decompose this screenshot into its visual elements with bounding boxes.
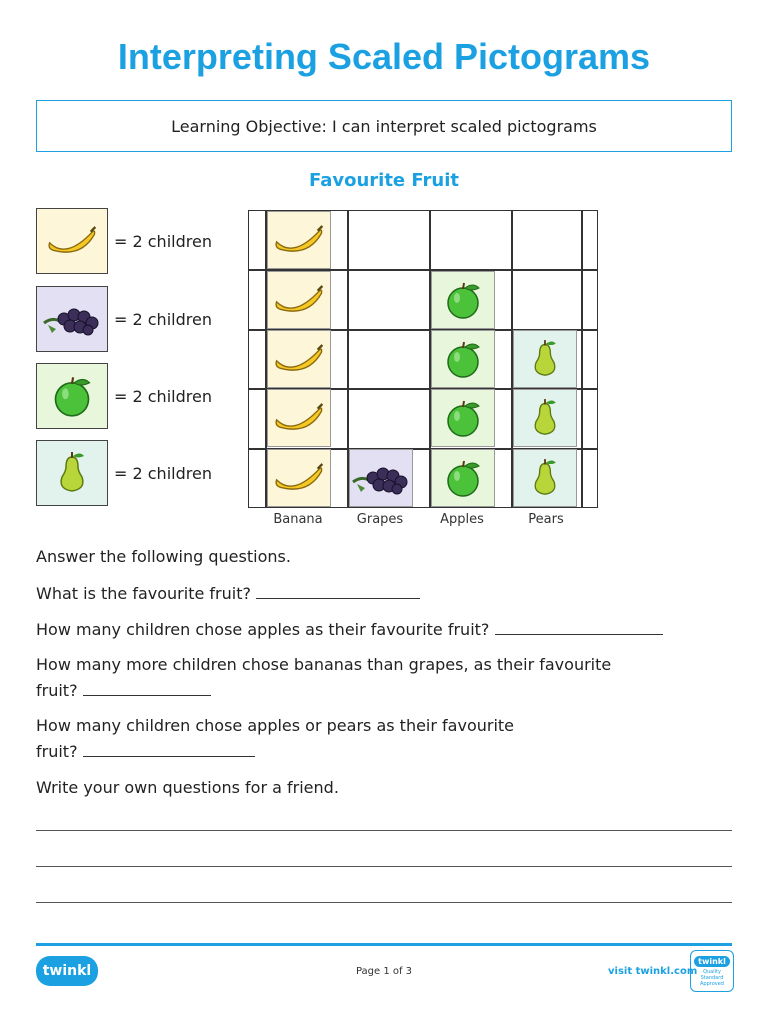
writing-line-2[interactable]	[36, 866, 732, 867]
apple-pictogram-symbol	[431, 449, 495, 507]
badge-title: twinkl	[694, 956, 730, 967]
key-row-apple	[36, 363, 212, 429]
answer-blank-4[interactable]	[83, 741, 255, 757]
question-1	[36, 581, 420, 607]
grid-line	[581, 211, 583, 507]
question-2	[36, 617, 663, 643]
question-3	[36, 652, 611, 704]
banana-pictogram-symbol	[267, 449, 331, 507]
visit-link[interactable]: visit twinkl.com	[608, 966, 698, 977]
grapes-pictogram-symbol	[349, 449, 413, 507]
pear-icon	[36, 440, 108, 506]
apple-pictogram-symbol	[431, 330, 495, 388]
writing-line-3[interactable]	[36, 902, 732, 903]
question-5: Write your own questions for a friend.	[36, 778, 339, 797]
banana-pictogram-symbol	[267, 389, 331, 447]
page-title: Interpreting Scaled Pictograms	[117, 36, 651, 77]
banana-pictogram-symbol	[267, 330, 331, 388]
twinkl-logo: twinkl	[36, 956, 98, 986]
question-1-text: What is the favourite fruit?	[36, 584, 251, 603]
x-axis-label-grapes: Grapes	[356, 512, 404, 527]
question-3-text-line1: How many more children chose bananas than grapes, as their favourite	[36, 655, 612, 674]
answer-blank-3[interactable]	[83, 680, 211, 696]
question-4-text-line1: How many children chose apples or pears as their favourite	[36, 716, 515, 735]
key-label: = 2 children	[114, 231, 212, 251]
footer-divider	[36, 943, 732, 946]
key-row-grapes	[36, 286, 212, 352]
question-4	[36, 713, 514, 765]
x-axis-label-apples: Apples	[440, 512, 484, 527]
apple-icon	[36, 363, 108, 429]
key-label: = 2 children	[114, 309, 212, 329]
banana-icon	[36, 208, 108, 274]
learning-objective-box	[36, 100, 732, 152]
chart-title: Favourite Fruit	[308, 170, 460, 191]
apple-pictogram-symbol	[431, 389, 495, 447]
x-axis-label-pears: Pears	[528, 512, 564, 527]
answer-blank-1[interactable]	[256, 583, 420, 599]
questions-intro: Answer the following questions.	[36, 547, 291, 566]
key-label: = 2 children	[114, 386, 212, 406]
apple-pictogram-symbol	[431, 271, 495, 329]
badge-text: Quality Standard Approved	[700, 968, 724, 987]
grapes-icon	[36, 286, 108, 352]
quality-badge-icon	[690, 950, 734, 992]
x-axis-label-banana: Banana	[273, 512, 323, 527]
question-3-text-line2: fruit?	[36, 681, 78, 700]
pear-pictogram-symbol	[513, 389, 577, 447]
question-4-text-line2: fruit?	[36, 742, 78, 761]
banana-pictogram-symbol	[267, 271, 331, 329]
learning-objective-text: Learning Objective: I can interpret scaled pictograms	[171, 116, 597, 136]
key-label: = 2 children	[114, 463, 212, 483]
pear-pictogram-symbol	[513, 449, 577, 507]
answer-blank-2[interactable]	[495, 619, 663, 635]
pear-pictogram-symbol	[513, 330, 577, 388]
writing-line-1[interactable]	[36, 830, 732, 831]
question-2-text: How many children chose apples as their favourite fruit?	[36, 620, 490, 639]
key-row-banana	[36, 208, 212, 274]
page-number: Page 1 of 3	[355, 966, 413, 977]
banana-pictogram-symbol	[267, 211, 331, 269]
pictogram-grid	[248, 210, 598, 508]
key-row-pear	[36, 440, 212, 506]
